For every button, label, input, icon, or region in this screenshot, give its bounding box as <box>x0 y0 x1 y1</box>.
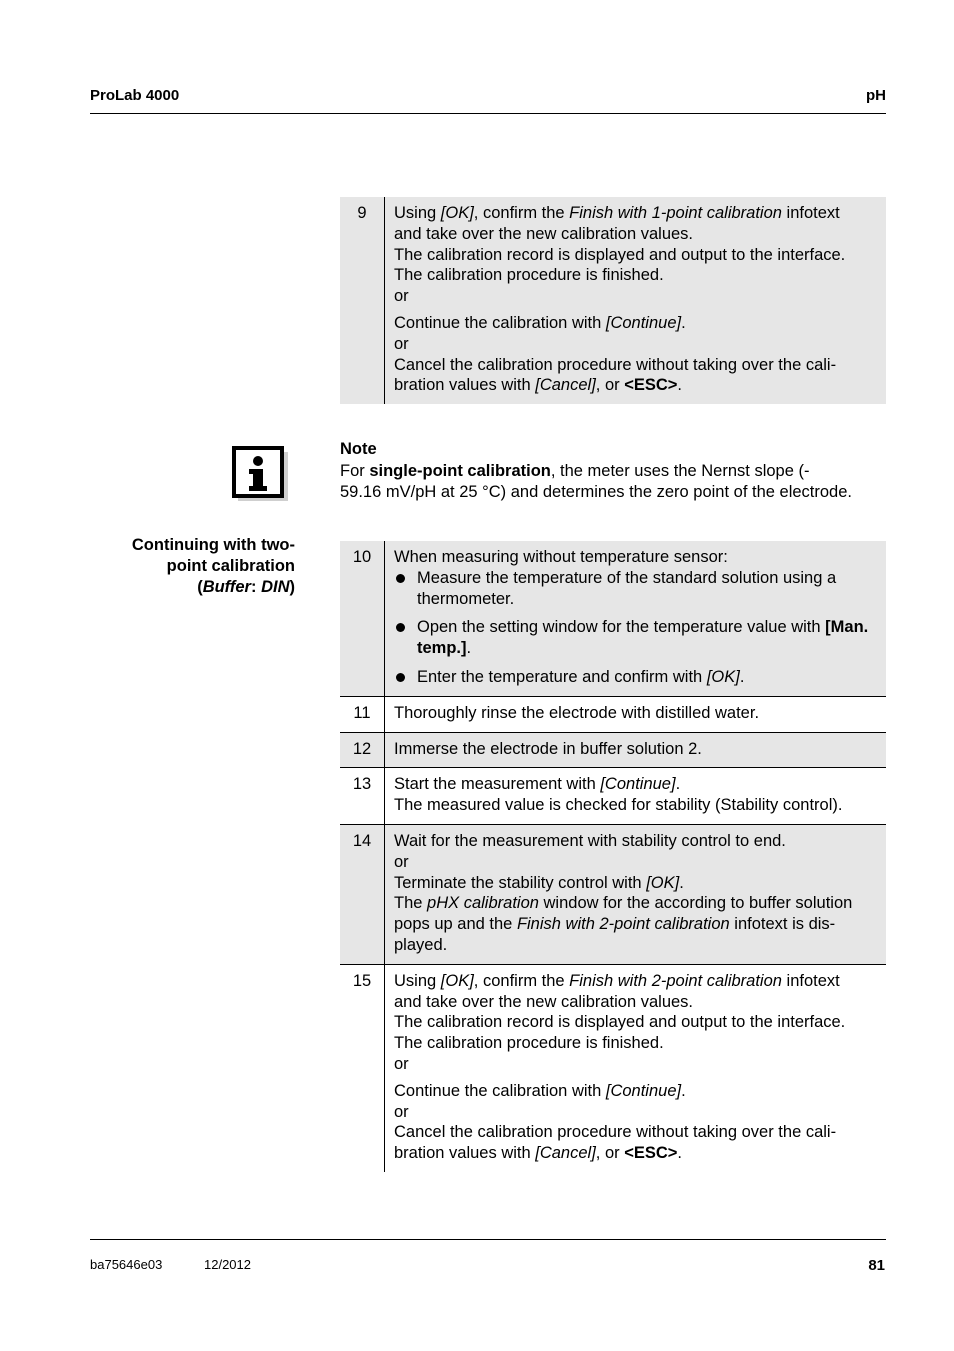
step-body: Using [OK], confirm the Finish with 1-point calibration infotext and take over the new calibration values. The calibration record is displayed and output to the interface. The calibration procedure is finished. or Continue the calibration with [Continue]. or Cancel the calibration procedure without taking over the cali- bration values with [Cancel], or <ESC>. <box>385 197 887 404</box>
page-number: 81 <box>868 1257 885 1274</box>
footer-date: 12/2012 <box>204 1257 251 1272</box>
steps-table-main <box>340 541 886 1172</box>
step-number: 14 <box>340 824 385 964</box>
note-text: For single-point calibration, the meter uses the Nernst slope (- 59.16 mV/pH at 25 °C) and determines the zero point of the electrode. <box>340 462 852 501</box>
step-number: 9 <box>340 197 385 404</box>
bullet-icon <box>396 673 405 682</box>
step-body: Immerse the electrode in buffer solution 2. <box>385 732 887 768</box>
list-item: Open the setting window for the temperature value with [Man. temp.]. <box>394 617 876 659</box>
step-body: Start the measurement with [Continue]. The measured value is checked for stability (Stability control). <box>385 768 887 825</box>
steps-table-top <box>340 197 886 404</box>
footer-doc-id: ba75646e03 <box>90 1257 163 1272</box>
step-row <box>340 696 886 732</box>
info-icon <box>232 446 288 501</box>
header-rule <box>90 113 886 114</box>
step-row <box>340 964 886 1172</box>
step-row <box>340 768 886 825</box>
list-item: Enter the temperature and confirm with [OK]. <box>394 667 876 688</box>
step-body: When measuring without temperature sensor: Measure the temperature of the standard solution using a thermometer. Open the setting window for the temperature value with [Man. temp.]. Enter the temperature and confirm with [OK]. <box>385 541 887 696</box>
bullet-icon <box>396 574 405 583</box>
side-heading: Continuing with two- point calibration (Buffer: DIN) <box>131 536 295 596</box>
header-section: pH <box>866 87 886 104</box>
step-number: 10 <box>340 541 385 696</box>
note-title: Note <box>340 440 377 458</box>
footer-rule <box>90 1239 886 1240</box>
step-body: Thoroughly rinse the electrode with distilled water. <box>385 696 887 732</box>
step-row <box>340 541 886 696</box>
step-number: 12 <box>340 732 385 768</box>
step-body: Wait for the measurement with stability control to end. or Terminate the stability control with [OK]. The pHX calibration window for the according to buffer solution pops up and the Finish with 2-point calibration infotext is dis- played. <box>385 824 887 964</box>
step-number: 11 <box>340 696 385 732</box>
step-row <box>340 732 886 768</box>
bullet-icon <box>396 623 405 632</box>
step-row <box>340 197 886 404</box>
step-row <box>340 824 886 964</box>
step-body: Using [OK], confirm the Finish with 2-point calibration infotext and take over the new calibration values. The calibration record is displayed and output to the interface. The calibration procedure is finished. or Continue the calibration with [Continue]. or Cancel the calibration procedure without taking over the cali- bration values with [Cancel], or <ESC>. <box>385 964 887 1172</box>
header-product: ProLab 4000 <box>90 87 180 104</box>
step-number: 13 <box>340 768 385 825</box>
list-item: Measure the temperature of the standard solution using a thermometer. <box>394 568 876 610</box>
step-number: 15 <box>340 964 385 1172</box>
